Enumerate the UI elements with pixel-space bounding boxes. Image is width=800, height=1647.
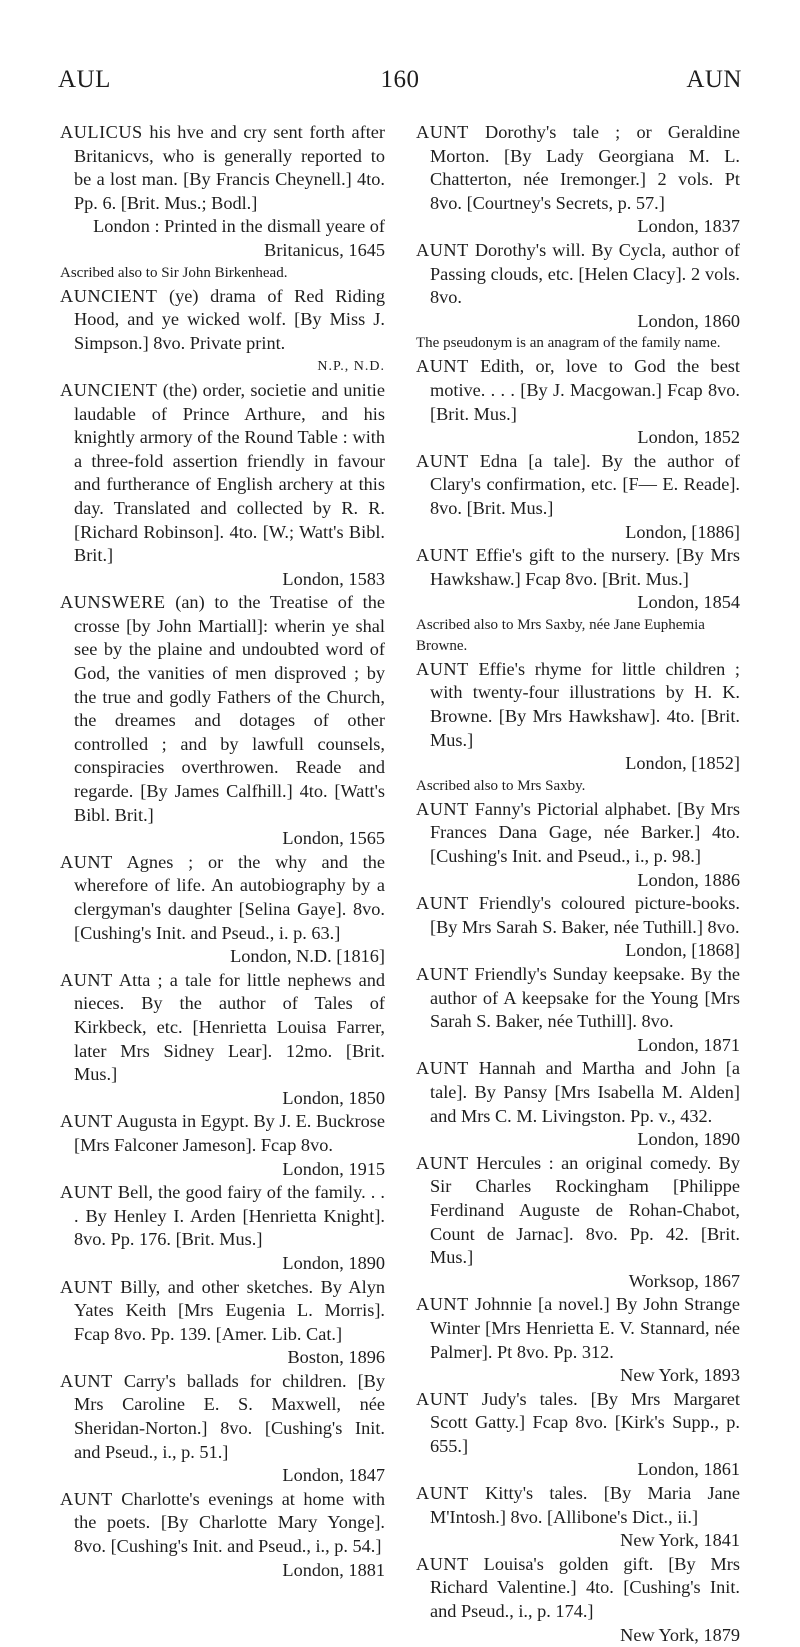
bibliography-entry [60, 591, 385, 851]
bibliography-entry [416, 1482, 740, 1553]
entry-imprint: New York, 1841 [620, 1530, 740, 1551]
bibliography-entry [416, 1388, 740, 1482]
bibliography-entry [416, 658, 740, 776]
entry-headword: AUNT [416, 1152, 469, 1173]
entry-imprint: New York, 1879 [620, 1624, 740, 1645]
running-header [58, 66, 742, 100]
entry-imprint: New York, 1893 [620, 1365, 740, 1386]
entry-description: Friendly's coloured picture-books. [By Mrs Sarah S. Baker, née Tuthill.] 8vo. [430, 893, 740, 937]
entry-imprint: Worksop, 1867 [628, 1270, 740, 1291]
entry-description: Effie's rhyme for little children ; with twenty-four illustrations by H. K. Browne. [By Mrs Hawkshaw]. 4to. [Brit. Mus.] [430, 658, 740, 750]
entry-imprint: London, 1565 [282, 828, 385, 849]
entry-imprint: London, 1871 [637, 1034, 740, 1055]
entry-imprint: Boston, 1896 [287, 1347, 385, 1368]
entry-description: Charlotte's evenings at home with the poets. [By Charlotte Mary Yonge]. 8vo. [Cushing's Init. and Pseud., i., p. 54.] [74, 1488, 385, 1557]
bibliography-entry [60, 121, 385, 263]
entry-description: Billy, and other sketches. By Alyn Yates Keith [Mrs Eugenia L. Morris]. Fcap 8vo. Pp. 139. [Amer. Lib. Cat.] [74, 1276, 385, 1344]
bibliography-entry [60, 1370, 385, 1488]
entry-description: (an) to the Treatise of the crosse [by John Martiall]: wherin ye shal see by the plaine and undoubted word of God, the vanities of men disproved ; by the true and godly Fathers of the Church, the dreames and dotages of other controlled ; and by lawfull counsels, conspiracies overthrowen. Reade and regarde. [By James Calfhill.] 4to. [Watt's Bibl. Brit.] [74, 592, 385, 825]
entry-headword: AUNT [416, 545, 469, 566]
bibliography-entry [416, 1152, 740, 1294]
entry-description: Atta ; a tale for little nephews and nieces. By the author of Tales of Kirkbeck, etc. [Henrietta Louisa Farrer, later Mrs Sidney Lear]. 12mo. [Brit. Mus.] [74, 969, 386, 1085]
entry-description: Dorothy's tale ; or Geraldine Morton. [By Lady Georgiana M. L. Chatterton, née Iremonger.] 2 vols. Pt 8vo. [Courtney's Secrets, p. 57.] [430, 122, 741, 213]
entry-headword: AUNCIENT [60, 285, 158, 306]
bibliography-entry [60, 851, 385, 969]
entry-headword: AUNT [416, 450, 469, 471]
entry-imprint: London, [1868] [625, 940, 740, 961]
entry-description: Hercules : an original comedy. By Sir Charles Rockingham [Philippe Ferdinand Auguste de Rohan-Chabot, Count de Jarnac]. 8vo. Pp. 42. [Brit. Mus.] [430, 1152, 740, 1268]
entry-description: Agnes ; or the why and the wherefore of life. An autobiography by a clergyman's daughter [Selina Gaye]. 8vo. [Cushing's Init. and Pseud., i. p. 63.] [74, 851, 386, 943]
entry-description: Carry's ballads for children. [By Mrs Caroline E. S. Maxwell, née Sheridan-Norton.] 8vo. [Cushing's Init. and Pseud., i., p. 51.] [74, 1370, 385, 1462]
left-column [60, 121, 385, 1582]
bibliography-entry [60, 1488, 385, 1582]
entry-description: Fanny's Pictorial alphabet. [By Mrs Frances Dana Gage, née Barker.] 4to. [Cushing's Init. and Pseud., i., p. 98.] [430, 798, 740, 867]
entry-description: Judy's tales. [By Mrs Margaret Scott Gatty.] Fcap 8vo. [Kirk's Supp., p. 655.] [430, 1388, 740, 1456]
entry-headword: AUNT [416, 1294, 469, 1315]
entry-imprint: London, 1915 [282, 1158, 385, 1179]
bibliography-entry [416, 892, 740, 963]
bibliography-entry [416, 121, 740, 239]
entry-note: Ascribed also to Mrs Saxby, née Jane Euphemia Browne. [416, 616, 705, 654]
entry-headword: AUNT [60, 1276, 113, 1297]
entry-imprint: London, 1847 [282, 1465, 385, 1486]
entry-headword: AUNT [416, 1553, 469, 1574]
bibliography-entry [60, 1110, 385, 1181]
right-column [416, 121, 740, 1647]
bibliography-entry [416, 450, 740, 544]
entry-description: Edith, or, love to God the best motive. . . . [By J. Macgowan.] Fcap 8vo. [Brit. Mus.] [430, 356, 741, 424]
entry-headword: AUNT [416, 964, 469, 984]
entry-description: Kitty's tales. [By Maria Jane M'Intosh.] 8vo. [Allibone's Dict., ii.] [430, 1483, 740, 1527]
entry-description: Effie's gift to the nursery. [By Mrs Hawkshaw.] Fcap 8vo. [Brit. Mus.] [430, 545, 740, 589]
entry-imprint: London, 1860 [637, 310, 740, 331]
entry-description: (the) order, societie and unitie laudable of Prince Arthure, and his knightly armory of the Round Table : with a three-fold assertion friendly in favour and furtherance of English archery at this day. Translated and collected by R. R. [Richard Robinson]. 4to. [W.; Watt's Bibl. Brit.] [74, 379, 385, 566]
bibliography-entry [416, 1057, 740, 1151]
bibliography-entry [60, 1276, 385, 1370]
entry-imprint: London, [1886] [625, 521, 740, 542]
entry-headword: AUNT [60, 1182, 113, 1203]
entry-imprint: London, N.D. [1816] [230, 946, 385, 967]
bibliography-entry [416, 1553, 740, 1647]
entry-imprint: London, 1583 [282, 568, 385, 589]
bibliography-entry [60, 285, 385, 379]
entry-note: Ascribed also to Sir John Birkenhead. [60, 264, 288, 281]
entry-headword: AUNT [416, 658, 469, 679]
bibliography-entry [416, 798, 740, 892]
entry-imprint: London, 1837 [637, 216, 740, 237]
entry-headword: AUNSWERE [60, 592, 166, 613]
entry-imprint: London, 1854 [637, 592, 740, 613]
entry-imprint: London, [1852] [625, 753, 740, 774]
entry-headword: AUNT [416, 1388, 469, 1409]
bibliography-entry [416, 239, 740, 333]
entry-headword: AUNT [416, 1058, 469, 1079]
bibliography-entry [60, 969, 385, 1111]
entry-imprint: London, 1850 [282, 1087, 385, 1108]
entry-headword: AUNT [60, 1488, 113, 1509]
bibliography-entry [60, 379, 385, 591]
bibliography-entry [416, 544, 740, 615]
entry-description: Hannah and Martha and John [a tale]. By Pansy [Mrs Isabella M. Alden] and Mrs C. M. Livingston. Pp. v., 432. [430, 1058, 740, 1126]
entry-description: (ye) drama of Red Riding Hood, and ye wicked wolf. [By Miss J. Simpson.] 8vo. Private print. [74, 285, 385, 353]
entry-imprint: London : Printed in the dismall yeare of Britanicus, 1645 [93, 216, 385, 260]
entry-description: Bell, the good fairy of the family. . . . By Henley I. Arden [Henrietta Knight]. 8vo. Pp. 176. [Brit. Mus.] [74, 1182, 385, 1250]
entry-headword: AUNT [416, 1483, 469, 1504]
entry-description: Louisa's golden gift. [By Mrs Richard Valentine.] 4to. [Cushing's Init. and Pseud., i., p. 174.] [430, 1553, 740, 1622]
entry-description: Augusta in Egypt. By J. E. Buckrose [Mrs Falconer Jameson]. Fcap 8vo. [74, 1111, 385, 1155]
entry-description: Friendly's Sunday keepsake. By the author of A keepsake for the Young [Mrs Sarah S. Baker, née Tuthill]. 8vo. [430, 964, 740, 1032]
bibliography-entry [416, 355, 740, 449]
entry-headword: AULICUS [60, 122, 143, 142]
entry-imprint: London, 1890 [282, 1252, 385, 1273]
header-left-guide-word: AUL [58, 66, 111, 93]
page-number: 160 [380, 66, 420, 93]
entry-description: his hve and cry sent forth after Britanicvs, who is generally reported to be a lost man. [By Francis Cheynell.] 4to. Pp. 6. [Brit. Mus.; Bodl.] [74, 122, 385, 213]
entry-headword: AUNT [416, 356, 469, 377]
entry-headword: AUNCIENT [60, 379, 158, 400]
entry-imprint: N.P., N.D. [317, 359, 385, 375]
entry-note: The pseudonym is an anagram of the family name. [416, 335, 721, 352]
entry-description: Johnnie [a novel.] By John Strange Winter [Mrs Henrietta E. V. Stannard, née Palmer]. Pt 8vo. Pp. 312. [430, 1294, 740, 1362]
bibliography-entry [416, 1293, 740, 1387]
entry-headword: AUNT [60, 851, 113, 872]
entry-imprint: London, 1881 [282, 1559, 385, 1580]
entry-imprint: London, 1852 [637, 427, 740, 448]
entry-headword: AUNT [60, 1111, 113, 1132]
entry-headword: AUNT [416, 239, 469, 260]
entry-headword: AUNT [60, 969, 113, 990]
bibliography-entry [60, 1181, 385, 1275]
entry-note: Ascribed also to Mrs Saxby. [416, 777, 586, 794]
bibliography-entry [416, 963, 740, 1057]
entry-headword: AUNT [416, 893, 469, 914]
entry-headword: AUNT [60, 1370, 113, 1391]
header-right-guide-word: AUN [686, 66, 742, 93]
entry-imprint: London, 1861 [637, 1459, 740, 1480]
entry-headword: AUNT [416, 122, 469, 142]
entry-imprint: London, 1886 [637, 869, 740, 890]
entry-description: Dorothy's will. By Cycla, author of Passing clouds, etc. [Helen Clacy]. 2 vols. 8vo. [430, 239, 740, 308]
entry-headword: AUNT [416, 798, 469, 819]
entry-description: Edna [a tale]. By the author of Clary's confirmation, etc. [F— E. Reade]. 8vo. [Brit. Mus.] [430, 450, 740, 518]
entry-imprint: London, 1890 [637, 1129, 740, 1150]
